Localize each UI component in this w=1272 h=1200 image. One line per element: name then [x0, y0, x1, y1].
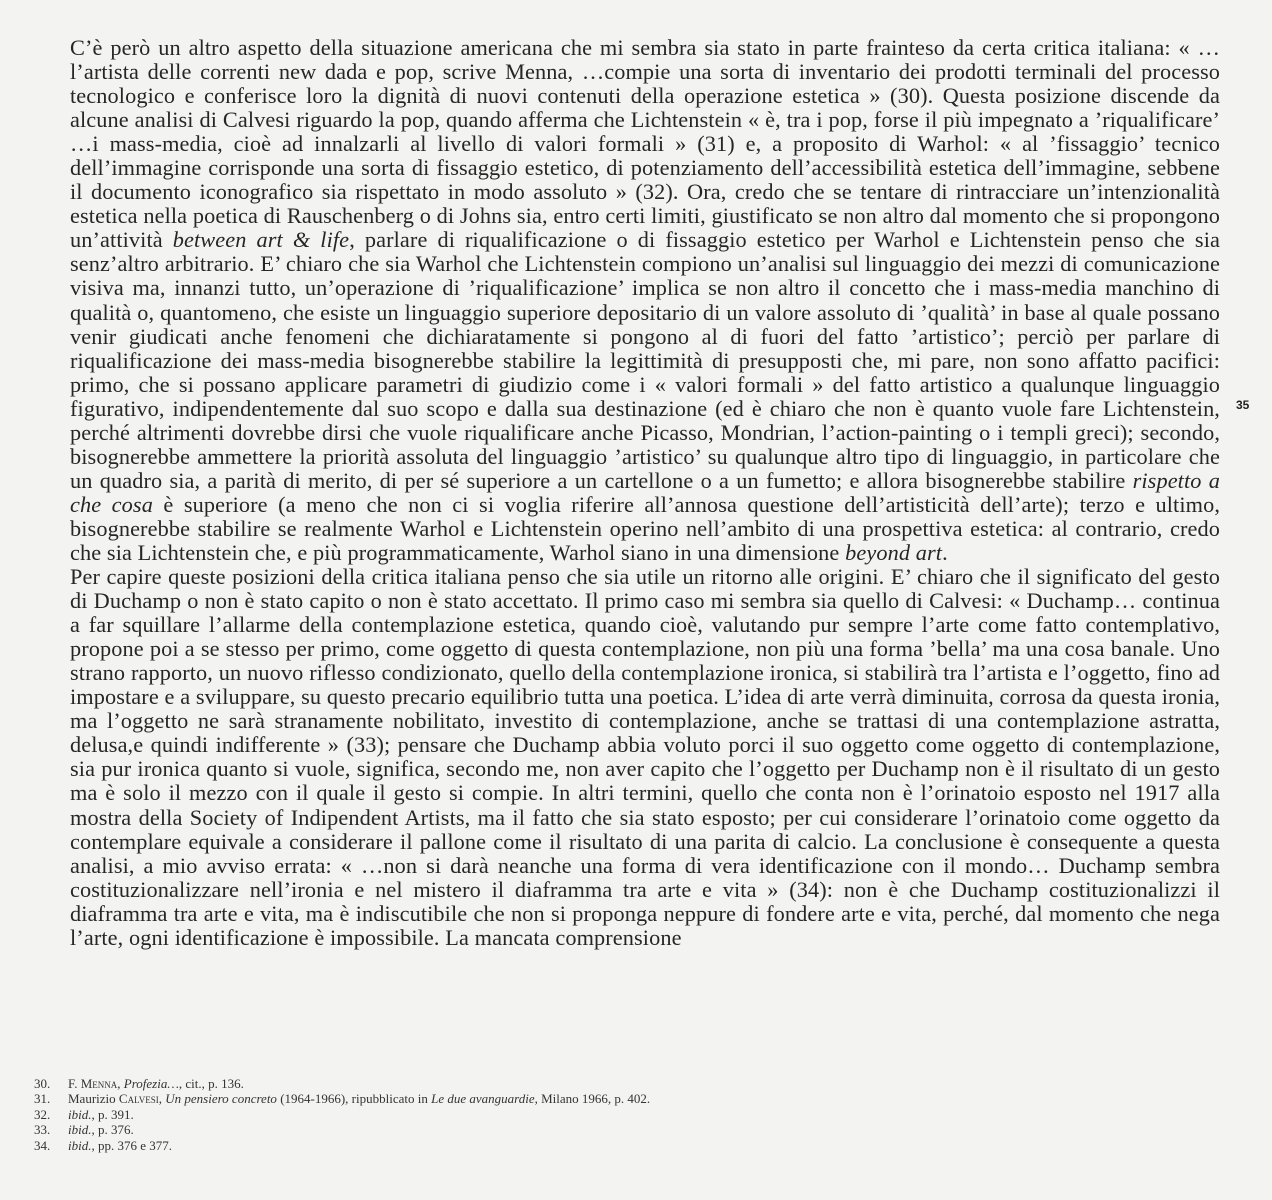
paragraph — [70, 36, 1220, 565]
footnote-text: , cit., p. 136. — [178, 1076, 244, 1091]
footnote — [34, 1122, 1034, 1137]
footnote-number: 30. — [34, 1076, 51, 1091]
footnote-text: , — [158, 1091, 166, 1107]
footnote — [34, 1107, 1034, 1122]
footnote-text: Maurizio — [68, 1091, 119, 1107]
footnote-text: , p. 376. — [91, 1122, 134, 1138]
footnote-text: Un pensiero concreto — [165, 1091, 277, 1107]
footnote-text: , p. 391. — [91, 1106, 134, 1122]
text-run: è superiore (a meno che non ci si voglia riferire all’annosa questione dell’artisticità dell’arte); terzo e ultimo, bisognerebbe stabilire se realmente Warhol e Lichtenstein operino nell’ambito di una prospettiva estetica: al contrario, credo che sia Lichtenstein che, e più programmaticamente, Warhol siano in una dimensione — [70, 491, 1220, 565]
footnote-number: 32. — [34, 1106, 51, 1122]
footnote — [34, 1076, 1034, 1091]
footnote-text: ibid. — [68, 1137, 92, 1153]
paragraph — [70, 565, 1220, 950]
footnote-text: Profezia… — [123, 1076, 179, 1091]
text-run: C’è però un altro aspetto della situazione americana che mi sembra sia stato in parte frainteso da certa critica italiana: « …l’artista delle correnti new dada e pop, scrive Menna, …compie una sorta di inventario dei prodotti terminali del processo tecnologico e conferisce loro la dignità di nuovi contenuti della operazione estetica » (30). Questa posizione discende da alcune analisi di Calvesi riguardo la pop, quando afferma che Lichtenstein « è, tra i pop, forse il più impegnato a ’riqualificare’ …i mass-media, cioè ad innalzarli al livello di valori formali » (31) e, a proposito di Warhol: « al ’fissaggio’ tecnico dell’immagine corrisponde una sorta di fissaggio estetico, di potenziamento dell’accessibilità estetica dell’immagine, sebbene il documento iconografico sia rispettato in modo assoluto » (32). Ora, credo che se tentare di rintracciare un’intenzionalità estetica nella poetica di Rauschenberg o di Johns sia, entro certi limiti, giustificato se non altro dal momento che si propongono un’attività — [70, 35, 1220, 253]
text-run: Per capire queste posizioni della critica italiana penso che sia utile un ritorno alle origini. E’ chiaro che il significato del gesto di Duchamp o non è stato capito o non è stato accettato. Il primo caso mi sembra sia quello di Calvesi: « Duchamp… continua a far squillare l’allarme della contemplazione estetica, quando cioè, valutando pur sempre l’arte come fatto contemplativo, propone poi a se stesso per primo, come oggetto di questa contemplazione, non più una forma ’bella’ ma una cosa banale. Uno strano rapporto, un nuovo riflesso condizionato, quello della contemplazione ironica, si stabilirà tra l’artista e l’oggetto, fino ad impostare e a sviluppare, su questo precario equilibrio tutta una poetica. L’idea di arte verrà diminuita, corrosa da questa ironia, ma l’oggetto ne sarà stranamente nobilitato, investito di contemplazione, anche se trattasi di una contemplazione astratta, delusa,e quindi indifferente » (33); pensare che Duchamp abbia voluto porci il suo oggetto come oggetto di contemplazione, sia pur ironica quanto si vuole, significa, secondo me, non aver capito che l’oggetto per Duchamp non è il risultato di un gesto ma è solo il mezzo con il quale il gesto si compie. In altri termini, quello che conta non è l’orinatoio esposto nel 1917 alla mostra della Society of Indipendent Artists, ma il fatto che sia stato esposto; per cui considerare l’orinatoio come oggetto da contemplare equivale a considerare il pallone come il risultato di una parita di calcio. La conclusione è consequente a questa analisi, a mio avviso errata: « …non si darà neanche una forma di vera identificazione con il mondo… Duchamp sembra costituzionalizzare nell’ironia e nel mistero il diaframma tra arte e vita » (34): non è che Duchamp costituzionalizzi il diaframma tra arte e vita, ma è indiscutibile che non si proponga neppure di fondere arte e vita, perché, dal momento che nega l’arte, ogni identificazione è impossibile. La mancata comprensione — [70, 564, 1220, 950]
footnote-number: 31. — [34, 1091, 51, 1107]
footnote-text: Calvesi — [118, 1091, 159, 1107]
footnote-text: , Milano 1966, p. 402. — [534, 1091, 651, 1107]
footnote — [34, 1138, 1034, 1153]
footnote-text: ibid. — [68, 1106, 92, 1122]
footnote-text: F. — [68, 1076, 81, 1091]
footnote-text: , pp. 376 e 377. — [91, 1137, 173, 1153]
footnote-number: 33. — [34, 1122, 51, 1138]
footnotes — [34, 1076, 1034, 1153]
italic-text: rispetto a che cosa — [70, 467, 1220, 517]
footnote — [34, 1091, 1034, 1106]
italic-text: between art & life — [172, 227, 350, 253]
footnote-text: (1964-1966), ripubblicato in — [276, 1091, 432, 1107]
page-number: 35 — [1236, 398, 1250, 412]
footnote-text: , — [117, 1076, 124, 1091]
footnote-text: ibid. — [68, 1122, 92, 1138]
body-text — [70, 36, 1220, 950]
footnote-number: 34. — [34, 1137, 51, 1153]
italic-text: beyond art — [845, 539, 943, 565]
footnote-text: Le due avanguardie — [431, 1091, 535, 1107]
footnote-text: Menna — [80, 1076, 118, 1091]
text-run: , parlare di riqualificazione o di fissaggio estetico per Warhol e Lichtenstein penso che sia senz’altro arbitrario. E’ chiaro che sia Warhol che Lichtenstein compiono un’analisi sul linguaggio dei mezzi di comunicazione visiva ma, innanzi tutto, un’operazione di ’riqualificazione’ implica se non altro il concetto che i mass-media manchino di qualità o, quantomeno, che esiste un linguaggio superiore depositario di un valore assoluto di ’qualità’ in base al quale possano venir giudicati anche fenomeni che dichiaratamente si pongono al di fuori del fatto ’artistico’; perciò per parlare di riqualificazione dei mass-media bisognerebbe stabilire la legittimità di presupposti che, mi pare, non sono affatto pacifici: primo, che si possano applicare parametri di giudizio come i « valori formali » del fatto artistico a qualunque linguaggio figurativo, indipendentemente dal suo scopo e dalla sua destinazione (ed è chiaro che non è quanto vuole fare Lichtenstein, perché altrimenti dovrebbe dirsi che vuole riqualificare anche Picasso, Mondrian, l’action-painting o i templi greci); secondo, bisognerebbe ammettere la priorità assoluta del linguaggio ’artistico’ su qualunque altro tipo di linguaggio, in particolare che un quadro sia, a parità di merito, di per sé superiore a un cartellone o a un fumetto; e allora bisognerebbe stabilire — [70, 227, 1220, 493]
text-run: . — [942, 539, 948, 565]
